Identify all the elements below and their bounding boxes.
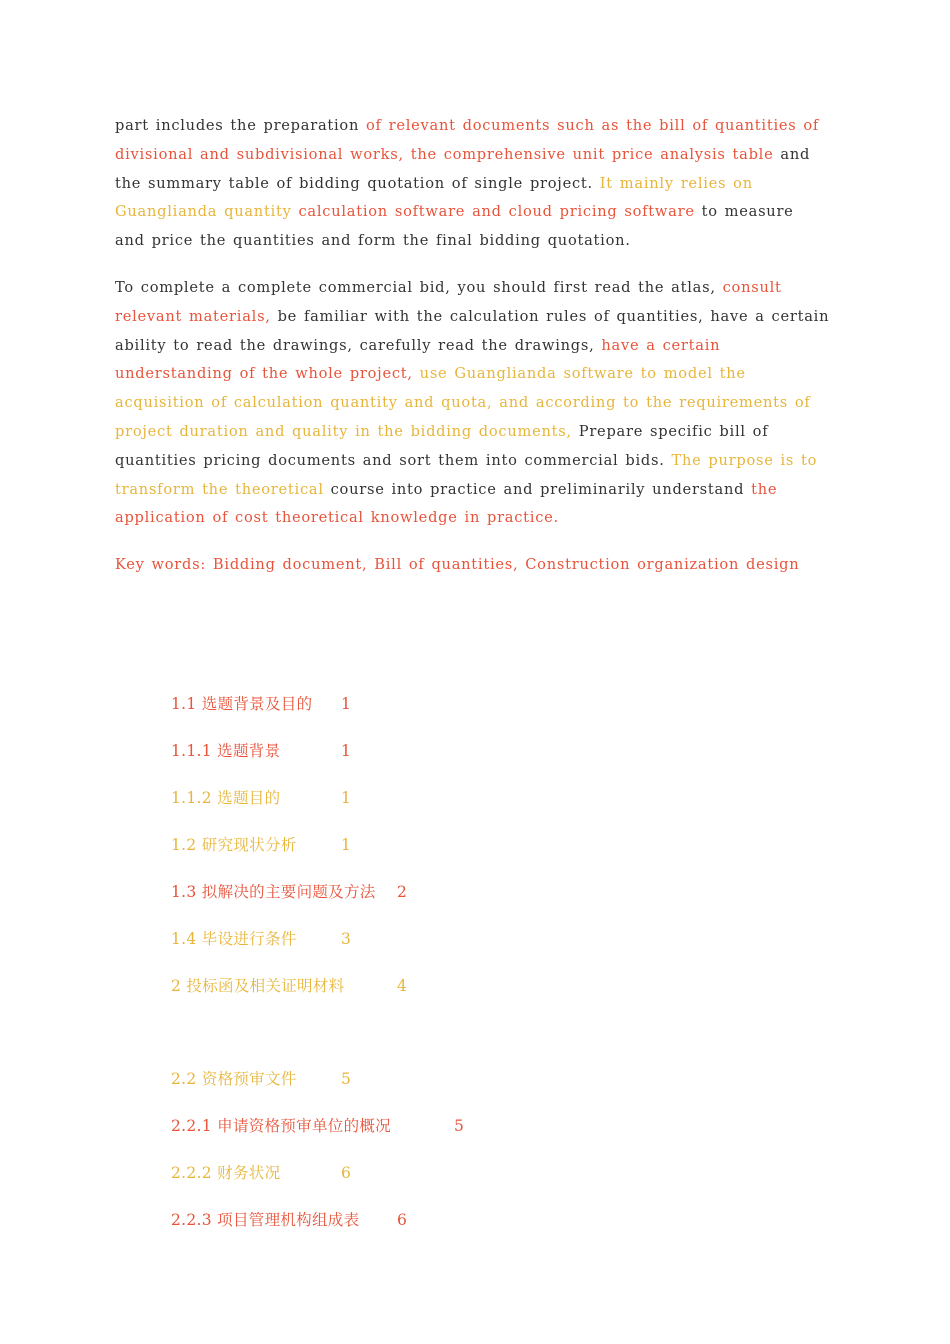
toc-entry — [171, 788, 352, 808]
text-run: course into practice and preliminarily understand — [323, 480, 752, 498]
text-run: of relevant documents such as the bill of quantities of divisional and subdivisional works, the comprehensive unit price analysis table — [115, 117, 820, 163]
toc-entry — [171, 835, 352, 855]
toc-entry — [171, 741, 352, 761]
toc-entry-title: 2.2.2 财务状况 — [171, 1164, 281, 1182]
toc-entry-page: 1 — [341, 742, 352, 760]
toc-entry — [171, 1069, 352, 1089]
toc-entry-page: 1 — [341, 695, 352, 713]
toc-entry — [171, 1210, 408, 1230]
text-run: To complete a complete commercial bid, you should first read the atlas, — [115, 279, 723, 296]
toc-entry-page: 4 — [397, 977, 408, 995]
toc-entry-page: 6 — [397, 1211, 408, 1229]
text-run: have a certain understanding of the whole project, — [115, 336, 721, 383]
text-run: The purpose is to transform the theoretical — [115, 451, 818, 498]
toc-entry-page: 1 — [341, 836, 352, 854]
toc-entry-title: 2 投标函及相关证明材料 — [171, 977, 345, 995]
toc-entry-page: 6 — [341, 1164, 352, 1182]
text-run: consult relevant materials, — [115, 279, 782, 325]
toc-entry-page: 2 — [397, 883, 408, 901]
toc-entry-title: 1.1.1 选题背景 — [171, 742, 281, 760]
toc-entry-title: 1.2 研究现状分析 — [171, 836, 297, 854]
toc-entry — [171, 694, 352, 714]
toc-entry-page: 3 — [341, 930, 352, 948]
toc-entry-title: 2.2.1 申请资格预审单位的概况 — [171, 1117, 391, 1135]
text-run: calculation software and cloud pricing software — [298, 203, 695, 221]
toc-entry-page: 1 — [341, 789, 352, 807]
text-run: and the summary table of bidding quotation of single project. — [115, 145, 811, 192]
toc-entry-title: 2.2.3 项目管理机构组成表 — [171, 1211, 360, 1229]
toc-entry — [171, 1116, 465, 1136]
text-run: be familiar with the calculation rules of quantities, have a certain ability to read the drawings, carefully read the drawings, — [115, 307, 830, 354]
text-run: part includes the preparation — [115, 117, 367, 134]
toc-entry — [171, 882, 408, 902]
toc-entry — [171, 929, 352, 949]
keywords-line: Key words: Bidding document, Bill of quantities, Construction organization design — [115, 556, 800, 573]
toc-entry — [171, 976, 408, 996]
text-run: the application of cost theoretical knowledge in practice. — [115, 480, 778, 527]
text-run: Prepare specific bill of quantities pricing documents and sort them into commercial bids. — [115, 422, 769, 469]
toc-entry-title: 1.1.2 选题目的 — [171, 789, 281, 807]
text-run: It mainly relies on Guanglianda quantity — [115, 174, 753, 221]
toc-entry-title: 1.3 拟解决的主要问题及方法 — [171, 883, 376, 901]
toc-entry — [171, 1163, 352, 1183]
toc-entry-page: 5 — [341, 1070, 352, 1088]
table-of-contents — [171, 0, 671, 1344]
toc-entry-page: 5 — [454, 1117, 465, 1135]
text-run: to measure and price the quantities and form the final bidding quotation. — [115, 203, 794, 250]
toc-entry-title: 1.4 毕设进行条件 — [171, 930, 297, 948]
text-run: use Guanglianda software to model the acquisition of calculation quantity and quota, and according to the requirements of project duration and quality in the bidding documents, — [115, 365, 811, 440]
toc-entry-title: 1.1 选题背景及目的 — [171, 695, 313, 713]
toc-entry-title: 2.2 资格预审文件 — [171, 1070, 297, 1088]
